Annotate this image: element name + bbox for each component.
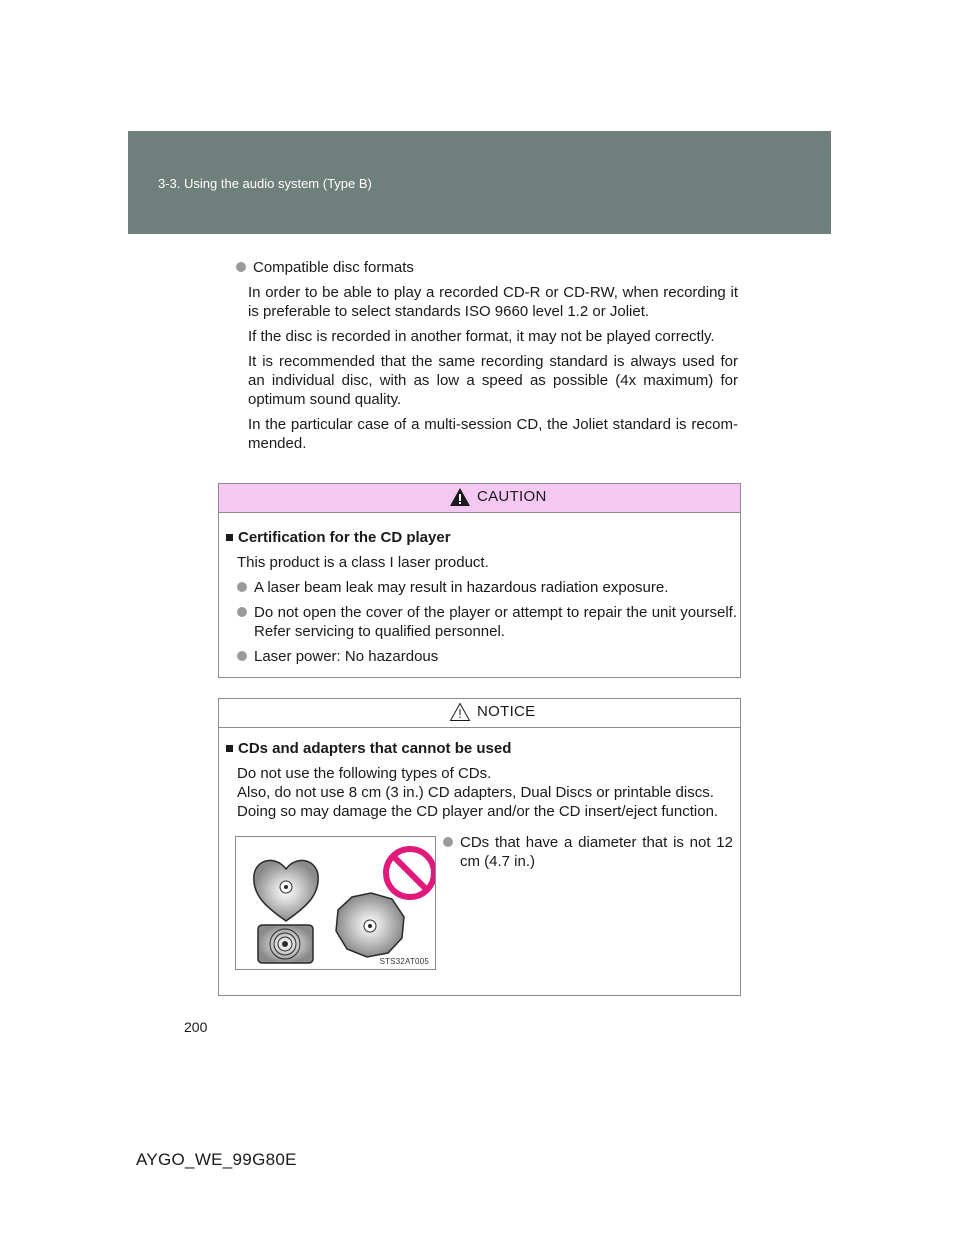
caution-item: Laser power: No hazardous [237, 647, 737, 666]
notice-title-bar [219, 699, 740, 728]
section-header [128, 131, 831, 234]
intro-bullet [236, 258, 738, 277]
cd-shapes-illustration [236, 837, 435, 969]
caution-box [218, 483, 741, 678]
intro-paragraph: In order to be able to play a recorded CD-R or CD-RW, when recording it is preferable to select standards ISO 9660 level 1.2 or Joliet. [248, 284, 738, 320]
unusable-cds-figure [235, 836, 436, 970]
square-bullet-icon [226, 745, 233, 752]
warning-triangle-icon [449, 487, 471, 507]
caution-heading: Certification for the CD player [226, 528, 451, 547]
polygon-disc-icon [336, 893, 404, 957]
notice-line: Do not use the following types of CDs. [237, 765, 492, 782]
document-code: AYGO_WE_99G80E [136, 1150, 297, 1169]
warning-outline-icon [449, 702, 471, 722]
caution-title-bar [219, 484, 740, 513]
square-bullet-icon [226, 534, 233, 541]
notice-heading: CDs and adapters that cannot be used [226, 739, 511, 758]
caution-item: A laser beam leak may result in hazardous radiation exposure. [237, 578, 737, 597]
bullet-dot-icon [236, 262, 246, 272]
bullet-dot-icon [237, 582, 247, 592]
notice-line: Doing so may damage the CD player and/or the CD insert/eject function. [237, 803, 719, 820]
caution-item: Do not open the cover of the player or attempt to repair the unit yourself. Refer servicing to qualified personnel. [237, 603, 737, 641]
bullet-dot-icon [237, 607, 247, 617]
notice-item: CDs that have a diameter that is not 12 cm (4.7 in.) [443, 833, 733, 871]
intro-section [236, 258, 738, 459]
bullet-dot-icon [237, 651, 247, 661]
figure-code: STS32AT005 [379, 957, 429, 966]
page-number: 200 [184, 1019, 208, 1035]
notice-title: NOTICE [477, 703, 536, 720]
intro-bullet-text: Compatible disc formats [253, 259, 414, 276]
intro-paragraph: If the disc is recorded in another format, it may not be played correctly. [248, 328, 715, 345]
section-title: 3-3. Using the audio system (Type B) [158, 176, 372, 191]
caution-title: CAUTION [477, 488, 547, 505]
bullet-dot-icon [443, 837, 453, 847]
heart-disc-icon [254, 860, 318, 921]
notice-line: Also, do not use 8 cm (3 in.) CD adapters, Dual Discs or printable discs. [237, 784, 714, 801]
intro-paragraph: It is recommended that the same recording standard is always used for an individual disc, with as low a speed as possible (4x maximum) for optimum sound quality. [248, 353, 738, 408]
prohibited-icon [386, 849, 434, 897]
caution-text: This product is a class I laser product. [237, 554, 489, 571]
square-disc-icon [258, 925, 313, 963]
intro-paragraph: In the particular case of a multi-session CD, the Joliet standard is recom-mended. [248, 416, 738, 452]
